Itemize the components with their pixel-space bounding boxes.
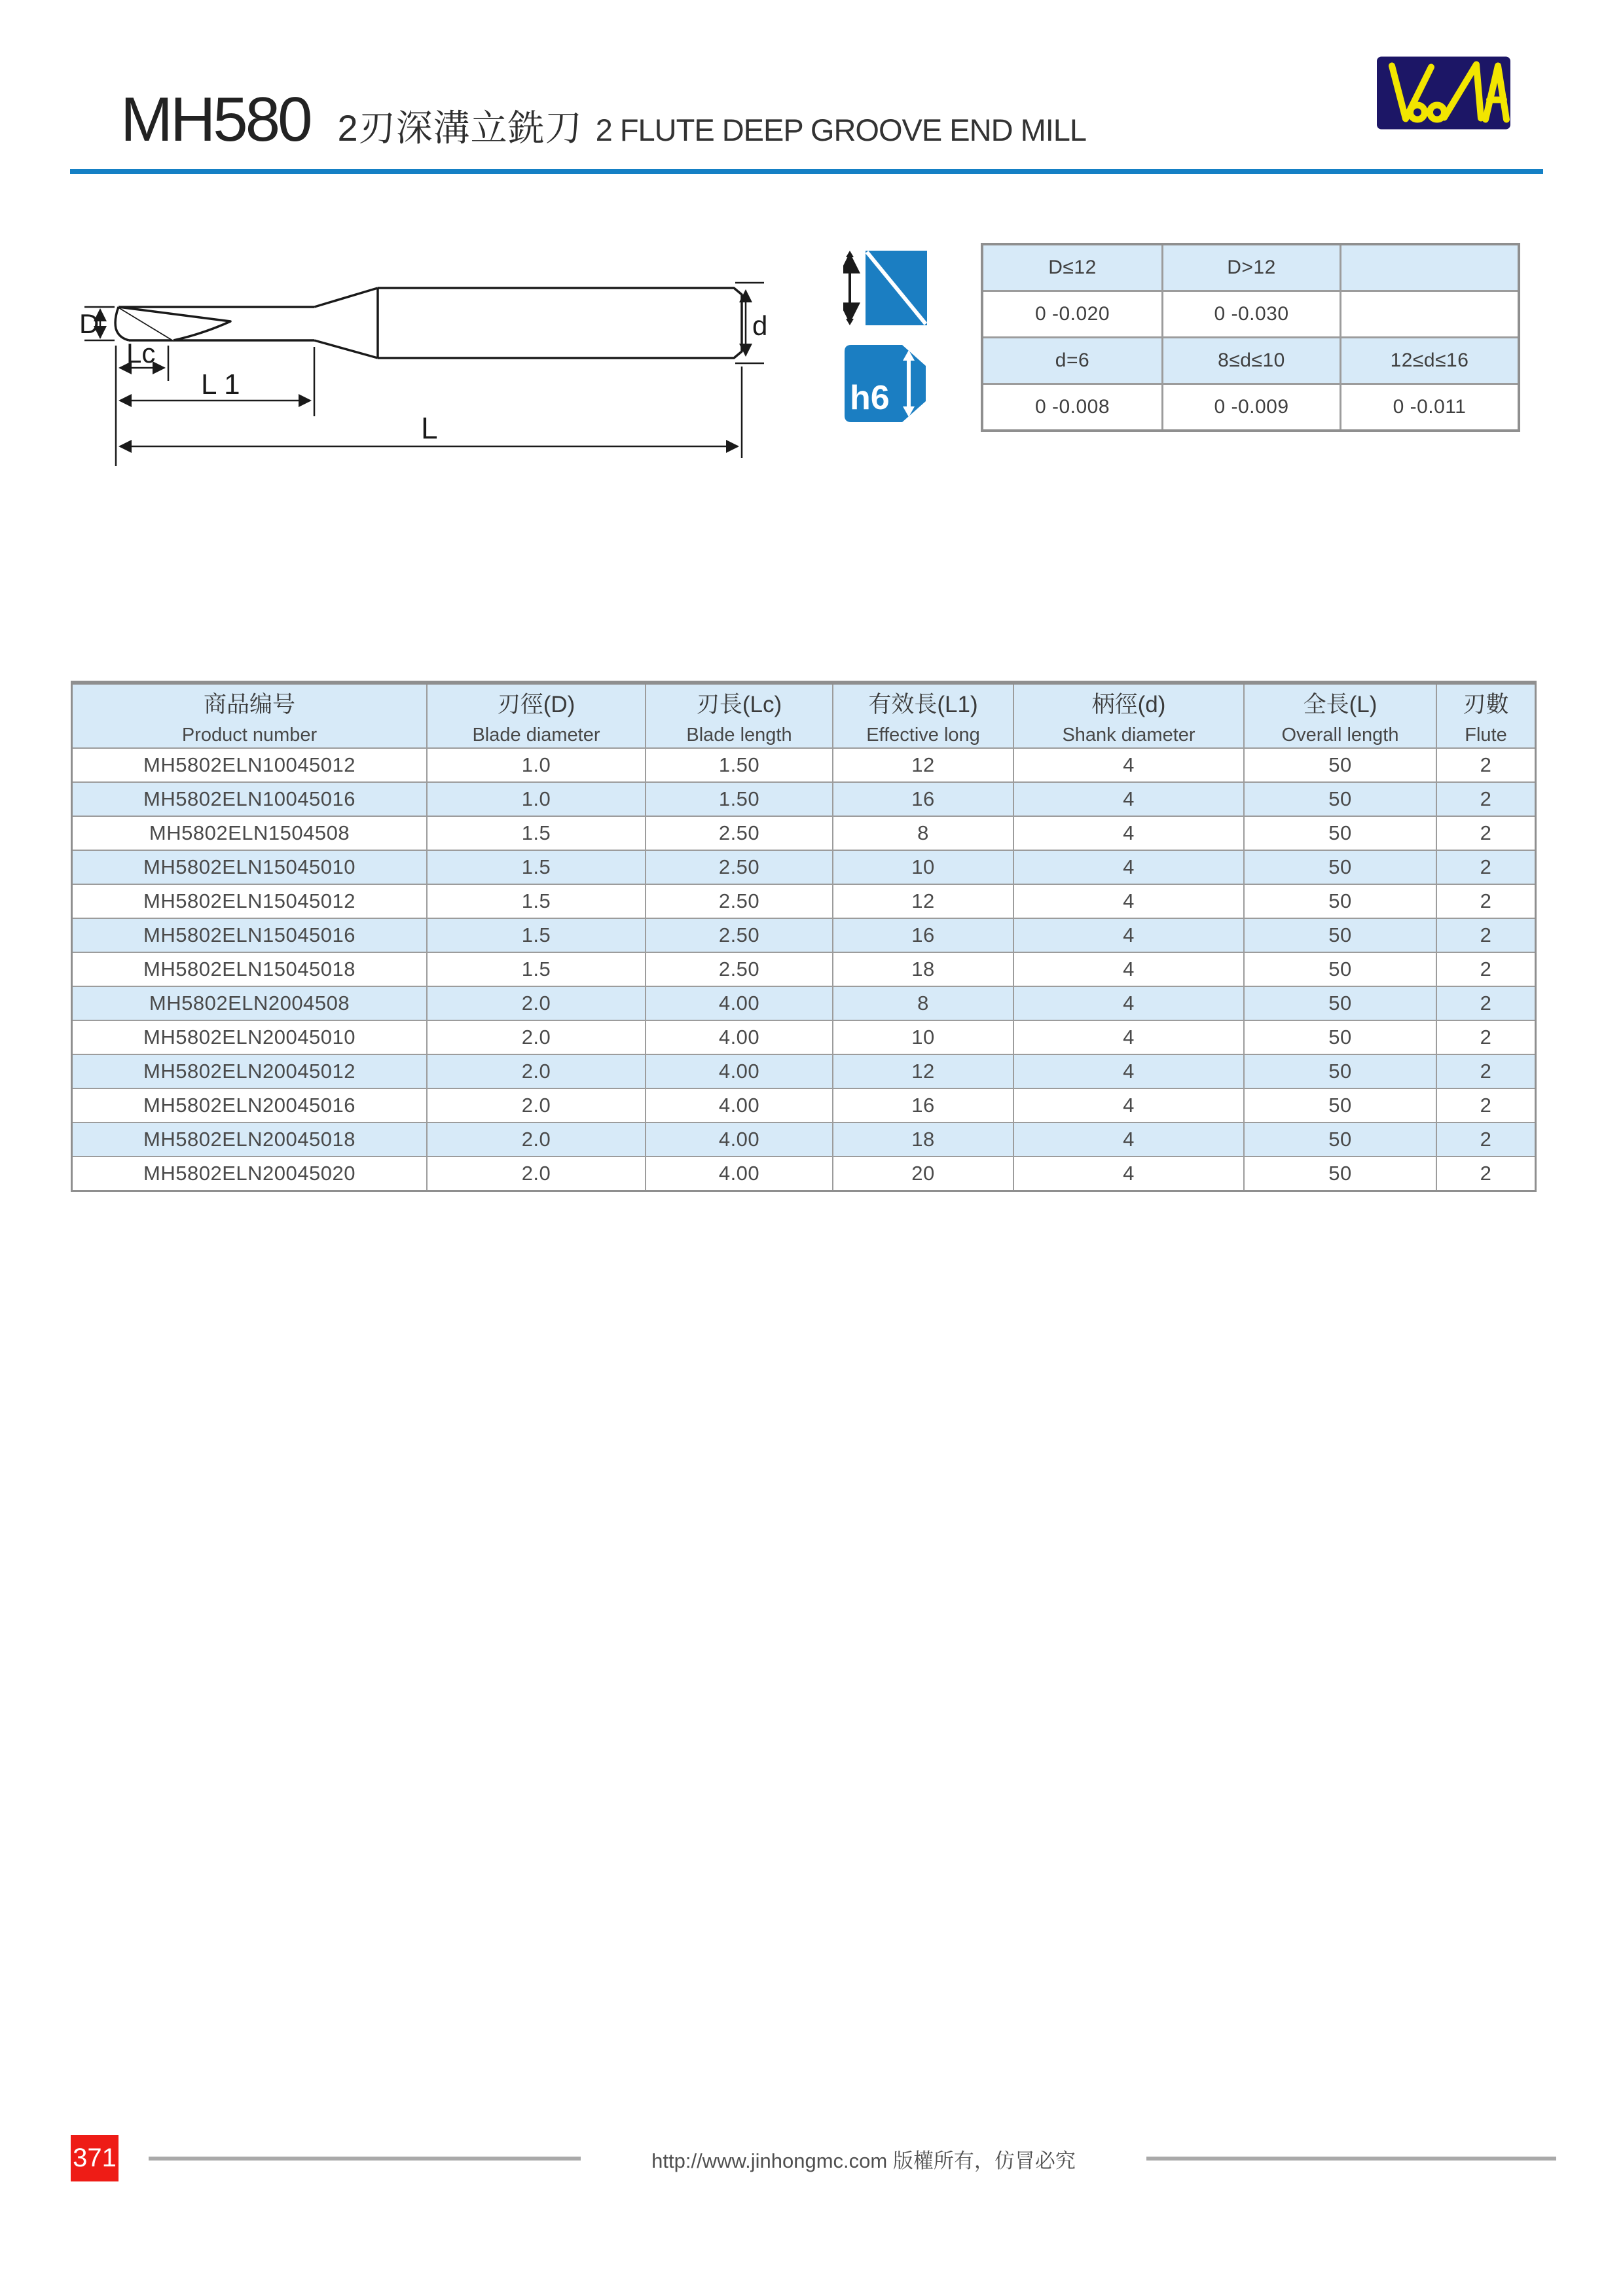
table-cell: 2.0 — [426, 1021, 645, 1054]
header-label-cn: 全長(L) — [1303, 691, 1377, 717]
header-label-en: Flute — [1465, 724, 1507, 745]
table-cell: 1.50 — [645, 783, 832, 816]
table-row — [73, 918, 1535, 952]
table-cell: 4.00 — [645, 1021, 832, 1054]
table-cell: MH5802ELN1504508 — [149, 821, 350, 844]
table-cell: 1.5 — [426, 851, 645, 884]
header-label-cn: 刃長(Lc) — [696, 691, 782, 717]
table-cell: 1.0 — [426, 783, 645, 816]
table-cell: 12 — [832, 885, 1013, 918]
header-label-en: Blade diameter — [472, 724, 600, 745]
tolerance-cell — [1340, 290, 1518, 336]
table-cell: MH5802ELN20045010 — [143, 1026, 356, 1049]
dim-label-d: d — [752, 310, 768, 341]
table-row — [73, 1054, 1535, 1088]
table-cell: 50 — [1243, 1089, 1436, 1122]
table-cell: MH5802ELN15045010 — [73, 851, 426, 884]
tool-outline — [115, 288, 742, 358]
table-cell: 50 — [1243, 1021, 1436, 1054]
table-cell: 2.0 — [426, 987, 645, 1020]
table-cell: 50 — [1243, 885, 1436, 918]
tolerance-cell: 0 -0.030 — [1161, 290, 1340, 336]
tolerance-cell: 0 -0.008 — [983, 383, 1161, 429]
header-label-en: Product number — [181, 724, 318, 745]
shank-tolerance-h6-icon — [843, 344, 927, 423]
table-cell: 2 — [1436, 919, 1535, 952]
table-cell: MH5802ELN2004508 — [73, 987, 426, 1020]
table-cell: 1.5 — [426, 817, 645, 850]
tolerance-table — [981, 243, 1520, 432]
table-cell: 2 — [1436, 1055, 1535, 1088]
dim-label-Lc: Lc — [126, 338, 156, 368]
table-row — [73, 850, 1535, 884]
tolerance-cell — [1340, 245, 1518, 290]
table-cell: 10 — [832, 1021, 1013, 1054]
tolerance-row — [983, 383, 1518, 429]
table-cell: 2 — [1436, 1021, 1535, 1054]
dim-label-L: L — [421, 411, 438, 445]
subtitle-chinese: 2刃深溝立銑刀 — [337, 107, 583, 149]
header-label-cn: 刃數 — [1463, 691, 1509, 717]
table-cell: MH5802ELN10045016 — [73, 783, 426, 816]
footer-divider-left — [149, 2157, 581, 2161]
header-label-cn: 柄徑(d) — [1091, 691, 1166, 717]
table-cell: 2 — [1436, 953, 1535, 986]
table-cell: 16 — [832, 1089, 1013, 1122]
table-cell: 4 — [1013, 953, 1243, 986]
dim-label-D: D — [79, 308, 100, 339]
table-cell: 4 — [1013, 1089, 1243, 1122]
table-row — [73, 1122, 1535, 1156]
table-cell: MH5802ELN20045012 — [73, 1055, 426, 1088]
table-cell: 2.50 — [645, 919, 832, 952]
table-cell: 4 — [1013, 987, 1243, 1020]
tolerance-cell: D>12 — [1161, 245, 1340, 290]
product-table-header-cell — [645, 685, 832, 747]
page-header — [120, 84, 1086, 156]
table-cell: 4.00 — [645, 1089, 832, 1122]
table-cell: 4 — [1013, 1123, 1243, 1156]
table-row — [73, 747, 1535, 781]
table-cell: MH5802ELN15045012 — [143, 889, 356, 912]
header-label-en: Blade length — [686, 724, 792, 745]
header-label-cn: 有效長(L1) — [868, 691, 978, 717]
table-cell: 4.00 — [645, 1123, 832, 1156]
tolerance-cell: 8≤d≤10 — [1161, 336, 1340, 383]
table-cell: 2.50 — [645, 851, 832, 884]
tolerance-row — [983, 336, 1518, 383]
table-cell: 2 — [1436, 987, 1535, 1020]
table-row — [73, 781, 1535, 816]
table-cell: 50 — [1243, 1157, 1436, 1190]
product-table-header-cell — [1436, 685, 1535, 747]
table-cell: 4 — [1013, 783, 1243, 816]
table-cell: 4 — [1013, 1157, 1243, 1190]
table-cell: 18 — [832, 1123, 1013, 1156]
product-table-header-cell — [1243, 685, 1436, 747]
table-cell: 50 — [1243, 953, 1436, 986]
table-cell: 50 — [1243, 987, 1436, 1020]
table-cell: 4 — [1013, 1021, 1243, 1054]
footer-copyright: http://www.jinhongmc.com 版權所有，仿冒必究 — [651, 2149, 1076, 2172]
table-cell: 18 — [832, 953, 1013, 986]
page-title: MH580 — [120, 84, 310, 154]
table-cell: 1.5 — [426, 885, 645, 918]
table-cell: 8 — [832, 987, 1013, 1020]
table-row — [73, 1088, 1535, 1122]
table-cell: 2.0 — [426, 1089, 645, 1122]
table-cell: 1.50 — [645, 749, 832, 781]
header-label-en: Overall length — [1281, 724, 1399, 745]
table-cell: 4.00 — [645, 987, 832, 1020]
header-accent-line — [70, 169, 1543, 174]
table-cell: 50 — [1243, 749, 1436, 781]
table-cell: 2 — [1436, 851, 1535, 884]
table-cell: 20 — [832, 1157, 1013, 1190]
tolerance-cell: d=6 — [983, 336, 1161, 383]
table-cell: 2.0 — [426, 1055, 645, 1088]
header-label-cn: 刃徑(D) — [497, 691, 575, 717]
table-row — [73, 1156, 1535, 1190]
table-cell: 2 — [1436, 1157, 1535, 1190]
tolerance-cell: 0 -0.011 — [1340, 383, 1518, 429]
table-cell: MH5802ELN15045016 — [73, 919, 426, 952]
table-cell: 50 — [1243, 1055, 1436, 1088]
table-cell: 2.50 — [645, 953, 832, 986]
table-cell: 2 — [1436, 1089, 1535, 1122]
tolerance-row — [983, 290, 1518, 336]
h6-label: h6 — [850, 379, 890, 417]
table-cell: 50 — [1243, 919, 1436, 952]
brand-logo — [1376, 56, 1511, 130]
table-cell: MH5802ELN10045012 — [143, 753, 356, 776]
table-cell: 2 — [1436, 817, 1535, 850]
table-row — [73, 986, 1535, 1020]
table-cell: 4 — [1013, 885, 1243, 918]
table-cell: MH5802ELN20045020 — [143, 1162, 356, 1185]
table-cell: 4 — [1013, 919, 1243, 952]
product-table-header-cell — [426, 685, 645, 747]
table-cell: 12 — [832, 749, 1013, 781]
table-cell: 50 — [1243, 817, 1436, 850]
product-table-header-cell — [832, 685, 1013, 747]
header-label-en: Shank diameter — [1062, 724, 1195, 745]
product-table — [71, 681, 1537, 1192]
table-cell: 2.50 — [645, 885, 832, 918]
page-number-badge: 371 — [71, 2135, 119, 2181]
table-cell: 1.0 — [426, 749, 645, 781]
table-cell: 50 — [1243, 783, 1436, 816]
table-cell: 4.00 — [645, 1055, 832, 1088]
blade-diameter-tolerance-icon — [843, 249, 930, 327]
tolerance-row — [983, 245, 1518, 290]
dim-label-L1: L 1 — [201, 368, 240, 401]
table-cell: 8 — [832, 817, 1013, 850]
table-cell: 2.0 — [426, 1123, 645, 1156]
table-row — [73, 952, 1535, 986]
table-cell: 4 — [1013, 1055, 1243, 1088]
table-cell: MH5802ELN15045018 — [143, 958, 356, 980]
tolerance-cell: 0 -0.020 — [983, 290, 1161, 336]
table-cell: 16 — [832, 783, 1013, 816]
end-mill-technical-drawing — [75, 255, 769, 475]
header-label-en: Effective long — [866, 724, 980, 745]
table-cell: MH5802ELN20045018 — [73, 1123, 426, 1156]
table-row — [73, 884, 1535, 918]
table-cell: 4 — [1013, 817, 1243, 850]
product-table-header-cell — [1013, 685, 1243, 747]
table-cell: 50 — [1243, 851, 1436, 884]
table-cell: MH5802ELN20045016 — [143, 1094, 356, 1117]
product-table-body — [73, 747, 1535, 1190]
subtitle-english: 2 FLUTE DEEP GROOVE END MILL — [595, 113, 1087, 147]
table-row — [73, 1020, 1535, 1054]
table-cell: 4 — [1013, 749, 1243, 781]
product-table-header-cell — [73, 685, 426, 747]
header-label-cn: 商品编号 — [203, 691, 295, 717]
table-cell: 10 — [832, 851, 1013, 884]
table-cell: 2 — [1436, 885, 1535, 918]
table-cell: 4 — [1013, 851, 1243, 884]
table-cell: 50 — [1243, 1123, 1436, 1156]
footer-divider-right — [1146, 2157, 1556, 2161]
tolerance-cell: 0 -0.009 — [1161, 383, 1340, 429]
table-cell: 2 — [1436, 1123, 1535, 1156]
table-cell: 2 — [1436, 783, 1535, 816]
table-cell: 4.00 — [645, 1157, 832, 1190]
product-table-header-row — [73, 685, 1535, 747]
table-cell: 2.50 — [645, 817, 832, 850]
tolerance-cell: 12≤d≤16 — [1340, 336, 1518, 383]
table-cell: 16 — [832, 919, 1013, 952]
table-cell: 2.0 — [426, 1157, 645, 1190]
table-cell: 1.5 — [426, 919, 645, 952]
tolerance-cell: D≤12 — [983, 245, 1161, 290]
table-cell: 12 — [832, 1055, 1013, 1088]
table-cell: 1.5 — [426, 953, 645, 986]
table-row — [73, 816, 1535, 850]
table-cell: 2 — [1436, 749, 1535, 781]
